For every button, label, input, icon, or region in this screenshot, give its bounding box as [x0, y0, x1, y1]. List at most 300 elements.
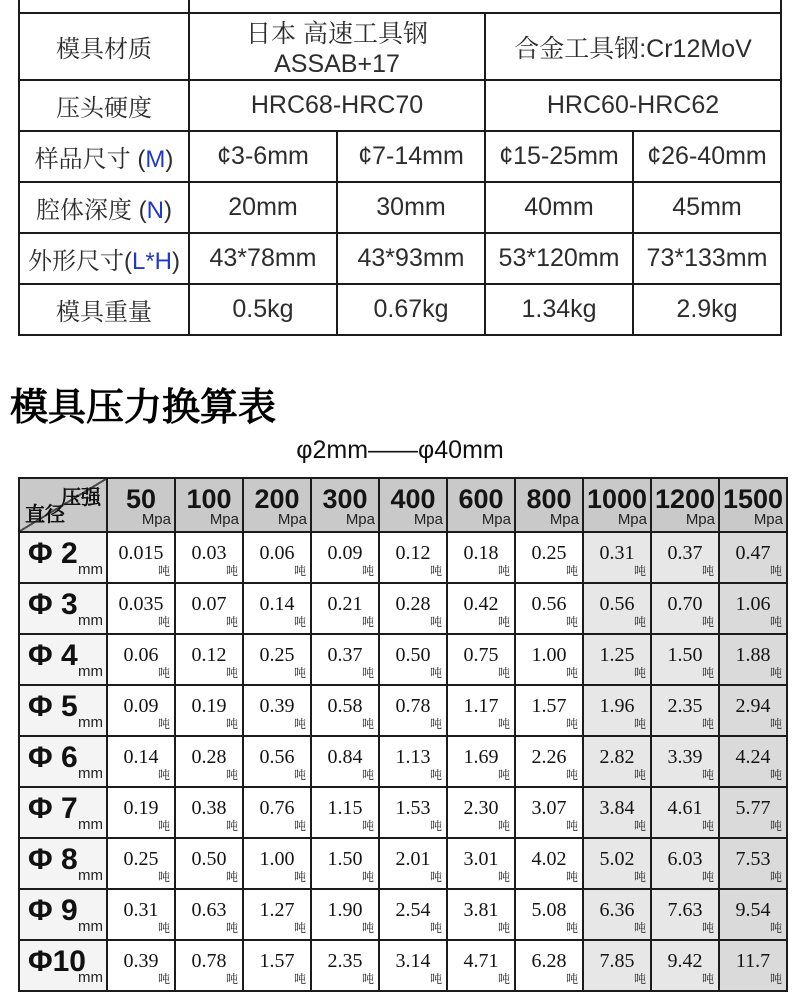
pressure-value-unit: 吨 [361, 972, 374, 986]
diameter-unit: mm [78, 969, 103, 986]
spec-table [18, 12, 782, 336]
pressure-col-value: 600 [458, 483, 504, 514]
pressure-value: 0.19 [191, 695, 227, 717]
pressure-value: 0.21 [327, 593, 363, 615]
pressure-cell [719, 736, 787, 787]
pressure-value: 0.76 [259, 797, 295, 819]
table-fragment-divider [188, 0, 190, 12]
pressure-value: 0.38 [191, 797, 227, 819]
pressure-value: 3.39 [667, 746, 703, 768]
diameter-row-header [19, 889, 107, 940]
pressure-col-unit: Mpa [141, 511, 171, 528]
pressure-value-unit: 吨 [769, 564, 782, 578]
spec-cell: 0.67kg [337, 284, 485, 335]
pressure-cell [243, 583, 311, 634]
spec-label-text: 模具重量 [56, 299, 152, 326]
pressure-value-unit: 吨 [565, 615, 578, 629]
corner-header-cell [19, 478, 107, 532]
spec-cell: 合金工具钢:Cr12MoV [485, 13, 781, 80]
pressure-value-unit: 吨 [701, 717, 714, 731]
pressure-value: 0.70 [667, 593, 703, 615]
pressure-value-unit: 吨 [293, 717, 306, 731]
diameter-label: Φ 2 [28, 536, 78, 570]
pressure-col-unit: Mpa [481, 511, 511, 528]
spec-cell: ¢3-6mm [189, 131, 337, 182]
pressure-value-unit: 吨 [225, 717, 238, 731]
pressure-cell [311, 736, 379, 787]
pressure-col-unit: Mpa [685, 511, 715, 528]
pressure-value: 0.28 [395, 593, 431, 615]
pressure-col-unit: Mpa [617, 511, 647, 528]
pressure-cell [107, 940, 175, 991]
spec-cell: HRC60-HRC62 [485, 80, 781, 131]
pressure-value-unit: 吨 [633, 768, 646, 782]
pressure-cell [107, 685, 175, 736]
pressure-cell [107, 787, 175, 838]
pressure-value: 7.53 [735, 848, 771, 870]
diameter-row-header [19, 838, 107, 889]
pressure-value: 1.69 [463, 746, 499, 768]
pressure-cell [379, 736, 447, 787]
pressure-value: 0.50 [395, 644, 431, 666]
pressure-value-unit: 吨 [361, 921, 374, 935]
pressure-value: 1.27 [259, 899, 295, 921]
pressure-value-unit: 吨 [497, 666, 510, 680]
pressure-cell [379, 583, 447, 634]
spec-label-text: 外形尺寸( [27, 248, 132, 275]
pressure-cell [583, 787, 651, 838]
pressure-value: 11.7 [735, 950, 771, 972]
spec-row [19, 131, 781, 182]
pressure-cell [107, 532, 175, 583]
diameter-label: Φ 7 [28, 791, 78, 825]
pressure-cell [447, 532, 515, 583]
diameter-row-header [19, 940, 107, 991]
spec-cell: 40mm [485, 182, 633, 233]
pressure-value: 0.84 [327, 746, 363, 768]
pressure-cell [447, 889, 515, 940]
pressure-col-header [311, 478, 379, 532]
pressure-value: 1.06 [735, 593, 771, 615]
pressure-cell [379, 838, 447, 889]
pressure-value: 0.31 [599, 542, 635, 564]
pressure-value: 0.56 [259, 746, 295, 768]
pressure-value: 0.63 [191, 899, 227, 921]
pressure-value: 0.035 [118, 593, 164, 615]
pressure-value-unit: 吨 [157, 615, 170, 629]
pressure-value-unit: 吨 [361, 819, 374, 833]
pressure-col-value: 1500 [722, 483, 784, 514]
pressure-value: 1.53 [395, 797, 431, 819]
pressure-value: 0.31 [123, 899, 159, 921]
pressure-cell [515, 889, 583, 940]
spec-row-label [19, 13, 189, 80]
pressure-col-value: 100 [186, 483, 232, 514]
pressure-value-unit: 吨 [633, 819, 646, 833]
diameter-label: Φ 3 [28, 587, 78, 621]
pressure-value: 0.39 [123, 950, 159, 972]
pressure-value-unit: 吨 [565, 666, 578, 680]
pressure-cell [719, 685, 787, 736]
spec-row-label [19, 284, 189, 335]
pressure-value-unit: 吨 [429, 564, 442, 578]
pressure-col-unit: Mpa [345, 511, 375, 528]
pressure-value: 0.50 [191, 848, 227, 870]
pressure-value-unit: 吨 [429, 768, 442, 782]
pressure-cell [107, 634, 175, 685]
pressure-value-unit: 吨 [769, 921, 782, 935]
pressure-value: 3.84 [599, 797, 635, 819]
pressure-col-header [447, 478, 515, 532]
spec-row-label [19, 80, 189, 131]
corner-pressure-label: 压强 [61, 487, 101, 509]
pressure-row [19, 838, 787, 889]
pressure-value-unit: 吨 [429, 870, 442, 884]
pressure-value: 0.58 [327, 695, 363, 717]
spec-cell: 20mm [189, 182, 337, 233]
pressure-value-unit: 吨 [225, 870, 238, 884]
pressure-value: 1.50 [667, 644, 703, 666]
pressure-value-unit: 吨 [225, 921, 238, 935]
pressure-cell [651, 583, 719, 634]
pressure-value-unit: 吨 [429, 921, 442, 935]
pressure-value-unit: 吨 [633, 921, 646, 935]
pressure-value: 0.75 [463, 644, 499, 666]
pressure-value-unit: 吨 [293, 819, 306, 833]
pressure-value-unit: 吨 [497, 615, 510, 629]
diameter-unit: mm [78, 561, 103, 578]
pressure-value-unit: 吨 [225, 666, 238, 680]
pressure-value-unit: 吨 [565, 819, 578, 833]
pressure-value-unit: 吨 [361, 564, 374, 578]
pressure-value: 1.17 [463, 695, 499, 717]
pressure-cell [651, 787, 719, 838]
pressure-cell [175, 736, 243, 787]
spec-cell: 30mm [337, 182, 485, 233]
pressure-value: 5.77 [735, 797, 771, 819]
pressure-cell [583, 838, 651, 889]
pressure-cell [719, 940, 787, 991]
pressure-col-header [243, 478, 311, 532]
pressure-value-unit: 吨 [565, 768, 578, 782]
spec-cell: 43*78mm [189, 233, 337, 284]
spec-row [19, 13, 781, 80]
pressure-value: 1.90 [327, 899, 363, 921]
pressure-value: 1.88 [735, 644, 771, 666]
pressure-value: 2.01 [395, 848, 431, 870]
pressure-value-unit: 吨 [429, 972, 442, 986]
pressure-value-unit: 吨 [565, 870, 578, 884]
pressure-value-unit: 吨 [361, 870, 374, 884]
pressure-value: 5.02 [599, 848, 635, 870]
pressure-cell [175, 685, 243, 736]
pressure-col-value: 1000 [586, 483, 648, 514]
pressure-value: 0.78 [191, 950, 227, 972]
pressure-value-unit: 吨 [361, 717, 374, 731]
pressure-value: 0.25 [531, 542, 567, 564]
pressure-cell [379, 940, 447, 991]
pressure-cell [583, 736, 651, 787]
diameter-unit: mm [78, 663, 103, 680]
diameter-row-header [19, 685, 107, 736]
diameter-unit: mm [78, 918, 103, 935]
pressure-cell [243, 838, 311, 889]
pressure-cell [311, 838, 379, 889]
pressure-col-unit: Mpa [549, 511, 579, 528]
pressure-value-unit: 吨 [701, 666, 714, 680]
pressure-cell [311, 940, 379, 991]
pressure-value-unit: 吨 [497, 870, 510, 884]
pressure-value-unit: 吨 [565, 972, 578, 986]
spec-cell: ¢7-14mm [337, 131, 485, 182]
pressure-value: 0.25 [123, 848, 159, 870]
pressure-cell [243, 889, 311, 940]
pressure-value-unit: 吨 [701, 615, 714, 629]
spec-row-label [19, 233, 189, 284]
diameter-unit: mm [78, 816, 103, 833]
pressure-value: 1.00 [531, 644, 567, 666]
pressure-value: 2.54 [395, 899, 431, 921]
pressure-cell [447, 685, 515, 736]
pressure-value-unit: 吨 [225, 768, 238, 782]
pressure-value-unit: 吨 [361, 768, 374, 782]
pressure-value: 1.00 [259, 848, 295, 870]
pressure-cell [583, 889, 651, 940]
pressure-value: 6.03 [667, 848, 703, 870]
spec-label-text: 腔体深度 ( [35, 197, 147, 224]
pressure-value-unit: 吨 [633, 972, 646, 986]
spec-row [19, 284, 781, 335]
pressure-value: 4.24 [735, 746, 771, 768]
pressure-value: 0.06 [123, 644, 159, 666]
spec-cell: 43*93mm [337, 233, 485, 284]
pressure-cell [243, 685, 311, 736]
spec-label-highlight: M [145, 146, 166, 173]
pressure-value: 1.96 [599, 695, 635, 717]
pressure-cell [447, 838, 515, 889]
pressure-value-unit: 吨 [157, 870, 170, 884]
spec-cell: HRC68-HRC70 [189, 80, 485, 131]
pressure-row [19, 634, 787, 685]
pressure-cell [175, 787, 243, 838]
pressure-value: 1.25 [599, 644, 635, 666]
spec-cell: 45mm [633, 182, 781, 233]
pressure-value-unit: 吨 [429, 717, 442, 731]
pressure-value: 3.07 [531, 797, 567, 819]
pressure-cell [583, 532, 651, 583]
pressure-value: 2.30 [463, 797, 499, 819]
pressure-cell [651, 940, 719, 991]
pressure-col-header [175, 478, 243, 532]
pressure-value-unit: 吨 [565, 564, 578, 578]
spec-cell: 1.34kg [485, 284, 633, 335]
spec-cell: 53*120mm [485, 233, 633, 284]
pressure-col-header [651, 478, 719, 532]
pressure-value-unit: 吨 [701, 870, 714, 884]
spec-row-label [19, 182, 189, 233]
spec-row-label [19, 131, 189, 182]
pressure-value-unit: 吨 [225, 819, 238, 833]
pressure-value-unit: 吨 [293, 564, 306, 578]
pressure-value-unit: 吨 [633, 717, 646, 731]
pressure-cell [651, 532, 719, 583]
pressure-value: 2.35 [327, 950, 363, 972]
pressure-cell [651, 889, 719, 940]
pressure-cell [583, 634, 651, 685]
pressure-value: 0.25 [259, 644, 295, 666]
pressure-value-unit: 吨 [633, 666, 646, 680]
pressure-col-header [583, 478, 651, 532]
pressure-cell [175, 532, 243, 583]
pressure-row [19, 787, 787, 838]
pressure-value: 0.28 [191, 746, 227, 768]
pressure-cell [311, 532, 379, 583]
pressure-value-unit: 吨 [157, 564, 170, 578]
pressure-cell [719, 838, 787, 889]
pressure-cell [719, 532, 787, 583]
pressure-value: 1.15 [327, 797, 363, 819]
range-subtitle: φ2mm——φ40mm [296, 436, 504, 464]
pressure-value: 0.47 [735, 542, 771, 564]
pressure-table [18, 477, 788, 992]
diameter-unit: mm [78, 867, 103, 884]
pressure-value: 0.42 [463, 593, 499, 615]
pressure-col-unit: Mpa [277, 511, 307, 528]
spec-label-text: 样品尺寸 ( [34, 146, 146, 173]
pressure-cell [651, 838, 719, 889]
spec-row [19, 80, 781, 131]
pressure-row [19, 940, 787, 991]
spec-cell: ¢15-25mm [485, 131, 633, 182]
pressure-cell [447, 736, 515, 787]
pressure-value: 7.85 [599, 950, 635, 972]
spec-row [19, 182, 781, 233]
pressure-value-unit: 吨 [769, 666, 782, 680]
pressure-value-unit: 吨 [225, 615, 238, 629]
pressure-cell [311, 889, 379, 940]
diameter-label: Φ 8 [28, 842, 78, 876]
pressure-cell [311, 685, 379, 736]
pressure-value-unit: 吨 [565, 717, 578, 731]
pressure-cell [447, 583, 515, 634]
pressure-value: 0.015 [118, 542, 164, 564]
pressure-value: 1.57 [531, 695, 567, 717]
pressure-value: 3.81 [463, 899, 499, 921]
pressure-value: 7.63 [667, 899, 703, 921]
pressure-col-unit: Mpa [753, 511, 783, 528]
pressure-value: 0.39 [259, 695, 295, 717]
pressure-row [19, 583, 787, 634]
spec-label-highlight: N [146, 197, 164, 224]
pressure-cell [379, 685, 447, 736]
pressure-value: 2.35 [667, 695, 703, 717]
pressure-value: 0.78 [395, 695, 431, 717]
pressure-value: 0.09 [327, 542, 363, 564]
diameter-unit: mm [78, 612, 103, 629]
pressure-col-value: 800 [526, 483, 572, 514]
pressure-value: 0.07 [191, 593, 227, 615]
pressure-value: 5.08 [531, 899, 567, 921]
pressure-cell [379, 889, 447, 940]
pressure-value-unit: 吨 [293, 768, 306, 782]
pressure-value: 0.37 [667, 542, 703, 564]
pressure-cell [379, 787, 447, 838]
diameter-row-header [19, 532, 107, 583]
pressure-cell [515, 685, 583, 736]
diameter-label: Φ 6 [28, 740, 78, 774]
diameter-row-header [19, 787, 107, 838]
pressure-value: 4.71 [463, 950, 499, 972]
diameter-row-header [19, 634, 107, 685]
diameter-unit: mm [78, 765, 103, 782]
pressure-value: 0.06 [259, 542, 295, 564]
spec-label-text: 压头硬度 [56, 95, 152, 122]
pressure-cell [515, 838, 583, 889]
pressure-value-unit: 吨 [429, 615, 442, 629]
pressure-cell [651, 736, 719, 787]
pressure-cell [175, 583, 243, 634]
pressure-value-unit: 吨 [633, 615, 646, 629]
pressure-value-unit: 吨 [701, 819, 714, 833]
pressure-cell [447, 787, 515, 838]
pressure-value-unit: 吨 [429, 666, 442, 680]
pressure-cell [175, 634, 243, 685]
pressure-value: 1.13 [395, 746, 431, 768]
pressure-row [19, 685, 787, 736]
pressure-value-unit: 吨 [633, 870, 646, 884]
pressure-value: 0.09 [123, 695, 159, 717]
pressure-value: 4.02 [531, 848, 567, 870]
spec-label-text: ) [172, 248, 181, 275]
pressure-value: 0.12 [395, 542, 431, 564]
pressure-cell [651, 634, 719, 685]
diameter-label: Φ 5 [28, 689, 78, 723]
pressure-cell [651, 685, 719, 736]
pressure-row [19, 736, 787, 787]
pressure-value-unit: 吨 [769, 768, 782, 782]
pressure-value: 0.12 [191, 644, 227, 666]
pressure-value-unit: 吨 [225, 972, 238, 986]
pressure-cell [243, 634, 311, 685]
pressure-value-unit: 吨 [293, 615, 306, 629]
pressure-value-unit: 吨 [565, 921, 578, 935]
pressure-row [19, 532, 787, 583]
pressure-value: 0.37 [327, 644, 363, 666]
pressure-cell [379, 532, 447, 583]
pressure-value-unit: 吨 [769, 870, 782, 884]
spec-label-text: ) [164, 197, 172, 224]
pressure-value: 4.61 [667, 797, 703, 819]
pressure-value-unit: 吨 [361, 666, 374, 680]
pressure-cell [175, 889, 243, 940]
pressure-col-header [515, 478, 583, 532]
pressure-value-unit: 吨 [293, 870, 306, 884]
pressure-value: 9.42 [667, 950, 703, 972]
pressure-cell [175, 940, 243, 991]
pressure-col-value: 200 [254, 483, 300, 514]
pressure-cell [515, 532, 583, 583]
pressure-value-unit: 吨 [769, 819, 782, 833]
diameter-row-header [19, 583, 107, 634]
spec-cell: 日本 高速工具钢 ASSAB+17 [189, 13, 485, 80]
pressure-value: 0.19 [123, 797, 159, 819]
pressure-value-unit: 吨 [157, 717, 170, 731]
diameter-row-header [19, 736, 107, 787]
pressure-cell [311, 583, 379, 634]
pressure-cell [583, 583, 651, 634]
pressure-value-unit: 吨 [497, 921, 510, 935]
pressure-cell [515, 634, 583, 685]
